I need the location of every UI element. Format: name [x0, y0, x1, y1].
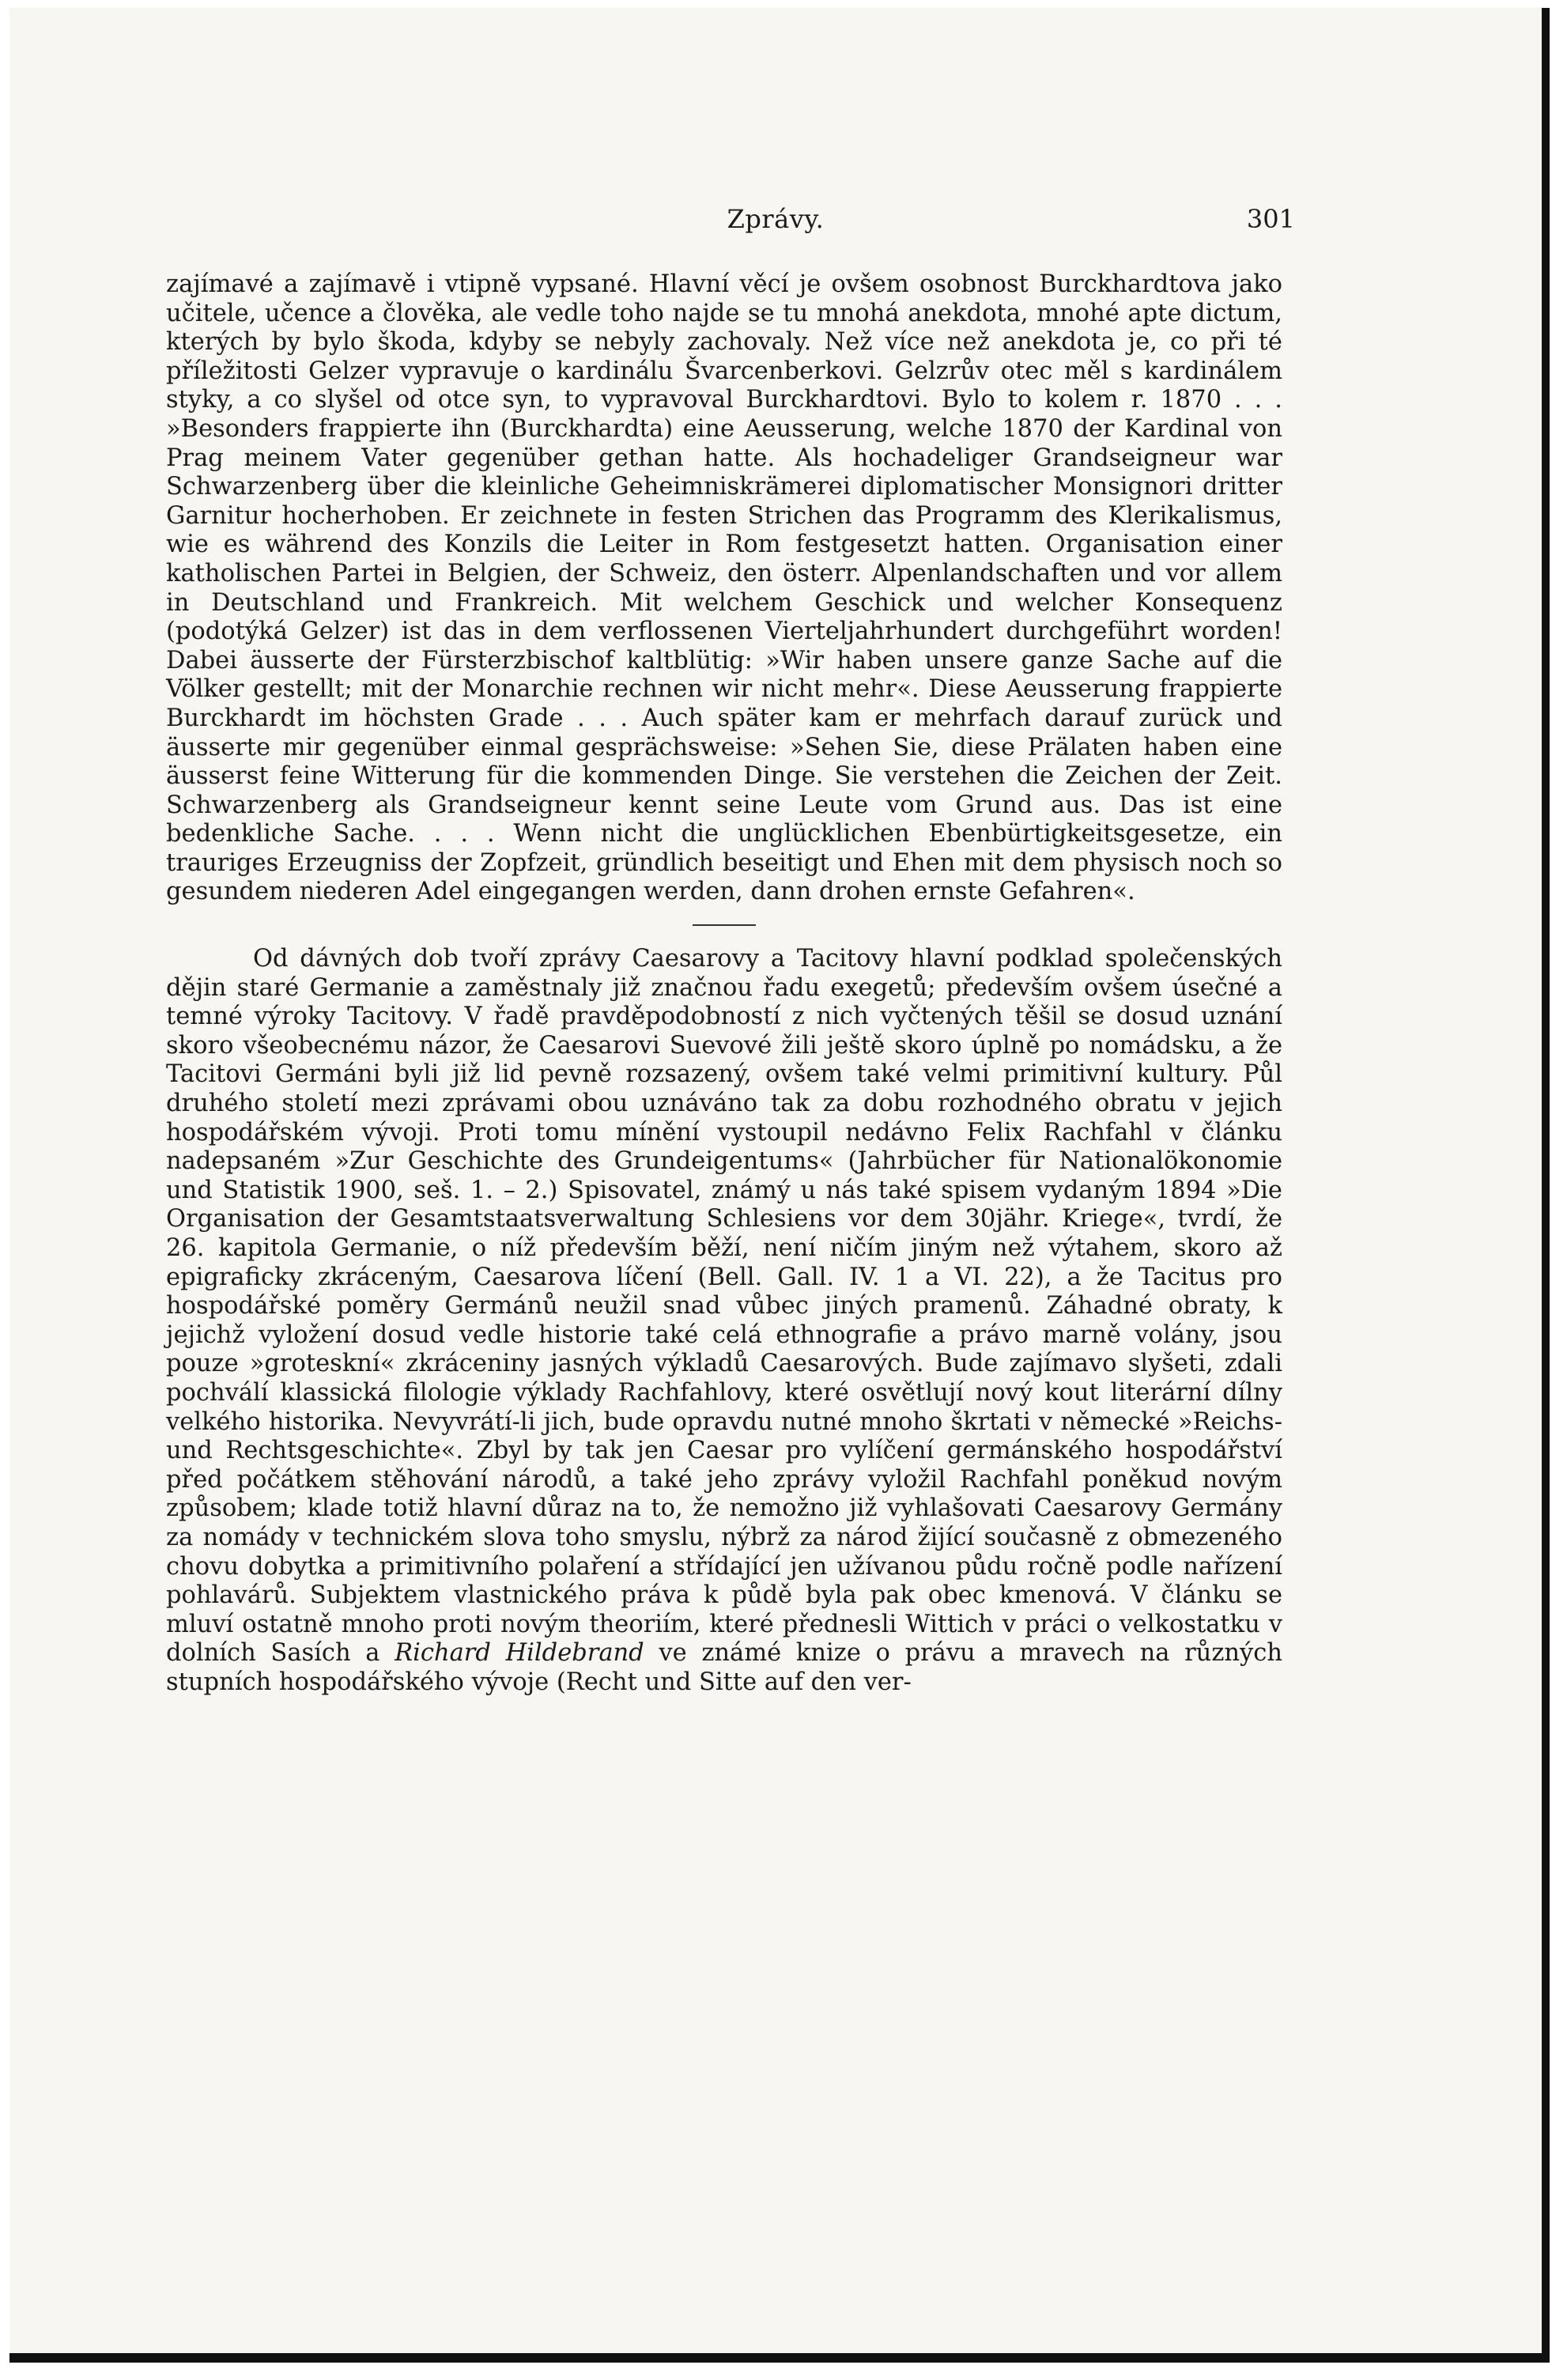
section-divider — [693, 924, 756, 926]
paragraph-text-part-1: Od dávných dob tvoří zprávy Caesarovy a Tacitovy hlavní podklad společenských dějin staré Germanie a zaměstnaly již značnou řadu exegetů; především ovšem úsečné a temné výroky Tacitovy. V řadě pravděpodobností z nich vyčtených těšil se dosud uznání skoro všeobecnému názor, že Caesarovi Suevové žili ještě skoro úplně po nomádsku, a že Tacitovi Germáni byli již lid pevně rozsazený, ovšem také velmi primitivní kultury. Půl druhého století mezi zprávami obou uznáváno tak za dobu rozhodného obratu v jejich hospodářském vývoji. Proti tomu mínění vystoupil nedávno Felix Rachfahl v článku nadepsaném »Zur Geschichte des Grundeigentums« (Jahrbücher für Nationalökonomie und Statistik 1900, seš. 1. – 2.) Spisovatel, známý u nás také spisem vydaným 1894 »Die Organisation der Gesamtstaatsverwaltung Schlesiens vor dem 30jähr. Kriege«, tvrdí, že 26. kapitola Germanie, o níž především běží, není ničím jiným než výtahem, skoro až epigraficky zkráceným, Caesarova líčení (Bell. Gall. IV. 1 a VI. 22), a že Tacitus pro hospodářské poměry Germánů neužil snad vůbec jiných pramenů. Záhadné obraty, k jejichž vyložení dosud vedle historie také celá ethnografie a právo marně volány, jsou pouze »groteskní« zkráceniny jasných výkladů Caesarových. Bude zajímavo slyšeti, zdali pochválí klassická filologie výklady Rachfahlovy, které osvětlují nový kout literární dílny velkého historika. Nevyvrátí-li jich, bude opravdu nutné mnoho škrtati v německé »Reichs- und Rechtsgeschichte«. Zbyl by tak jen Caesar pro vylíčení germánského hospodářství před počátkem stěhování národů, a také jeho zprávy vyložil Rachfahl poněkud novým způsobem; klade totiž hlavní důraz na to, že nemožno již vyhlašovati Caesarovy Germány za nomády v technickém slova toho smyslu, nýbrž za národ žijící současně z obmezeného chovu dobytka a primitivního polaření a střídající jen užívanou půdu ročně podle nařízení pohlavárů. Subjektem vlastnického práva k půdě byla pak obec kmenová. V článku se mluví ostatně mnoho proti novým theoriím, které přednesli Wittich v práci o velkostatku v dolních Sasích a — [166, 945, 1282, 1668]
paragraph-rachfahl-review — [166, 945, 1282, 1697]
italic-author-name: Richard Hildebrand — [395, 1639, 644, 1668]
page-number: 301 — [1246, 204, 1295, 234]
running-title: Zprávy. — [727, 204, 825, 234]
page-body — [166, 270, 1282, 1698]
page-header — [9, 204, 1542, 244]
paragraph-text-part-2: ve známé knize o právu a mravech na různých stupních hospodářského vývoje (Recht und Sitte auf den ver- — [166, 1639, 1282, 1696]
paragraph-burckhardt-anecdote: zajímavé a zajímavě i vtipně vypsané. Hlavní věcí je ovšem osobnost Burckhardtova jako učitele, učence a člověka, ale vedle toho najde se tu mnohá anekdota, mnohé apte dictum, kterých by bylo škoda, kdyby se nebyly zachovaly. Než více než anekdota je, co při té příležitosti Gelzer vypravuje o kardinálu Švarcenberkovi. Gelzrův otec měl s kardinálem styky, a co slyšel od otce syn, to vypravoval Burckhardtovi. Bylo to kolem r. 1870 . . . »Besonders frappierte ihn (Burckhardta) eine Aeusserung, welche 1870 der Kardinal von Prag meinem Vater gegenüber gethan hatte. Als hochadeliger Grandseigneur war Schwarzenberg über die kleinliche Geheimniskrämerei diplomatischer Monsignori dritter Garnitur hocherhoben. Er zeichnete in festen Strichen das Programm des Klerikalismus, wie es während des Konzils die Leiter in Rom festgesetzt hatten. Organisation einer katholischen Partei in Belgien, der Schweiz, den österr. Alpenlandschaften und vor allem in Deutschland und Frankreich. Mit welchem Geschick und welcher Konsequenz (podotýká Gelzer) ist das in dem verflossenen Vierteljahrhundert durchgeführt worden! Dabei äusserte der Fürsterzbischof kaltblütig: »Wir haben unsere ganze Sache auf die Völker gestellt; mit der Monarchie rechnen wir nicht mehr«. Diese Aeusserung frappierte Burckhardt im höchsten Grade . . . Auch später kam er mehrfach darauf zurück und äusserte mir gegenüber einmal gesprächsweise: »Sehen Sie, diese Prälaten haben eine äusserst feine Witterung für die kommenden Dinge. Sie verstehen die Zeichen der Zeit. Schwarzenberg als Grandseigneur kennt seine Leute vom Grund aus. Das ist eine bedenkliche Sache. . . . Wenn nicht die unglücklichen Ebenbürtigkeitsgesetze, ein trauriges Erzeugniss der Zopfzeit, gründlich beseitigt und Ehen mit dem physisch noch so gesundem niederen Adel eingegangen werden, dann drohen ernste Gefahren«. — [166, 270, 1282, 906]
document-page — [9, 8, 1550, 2363]
